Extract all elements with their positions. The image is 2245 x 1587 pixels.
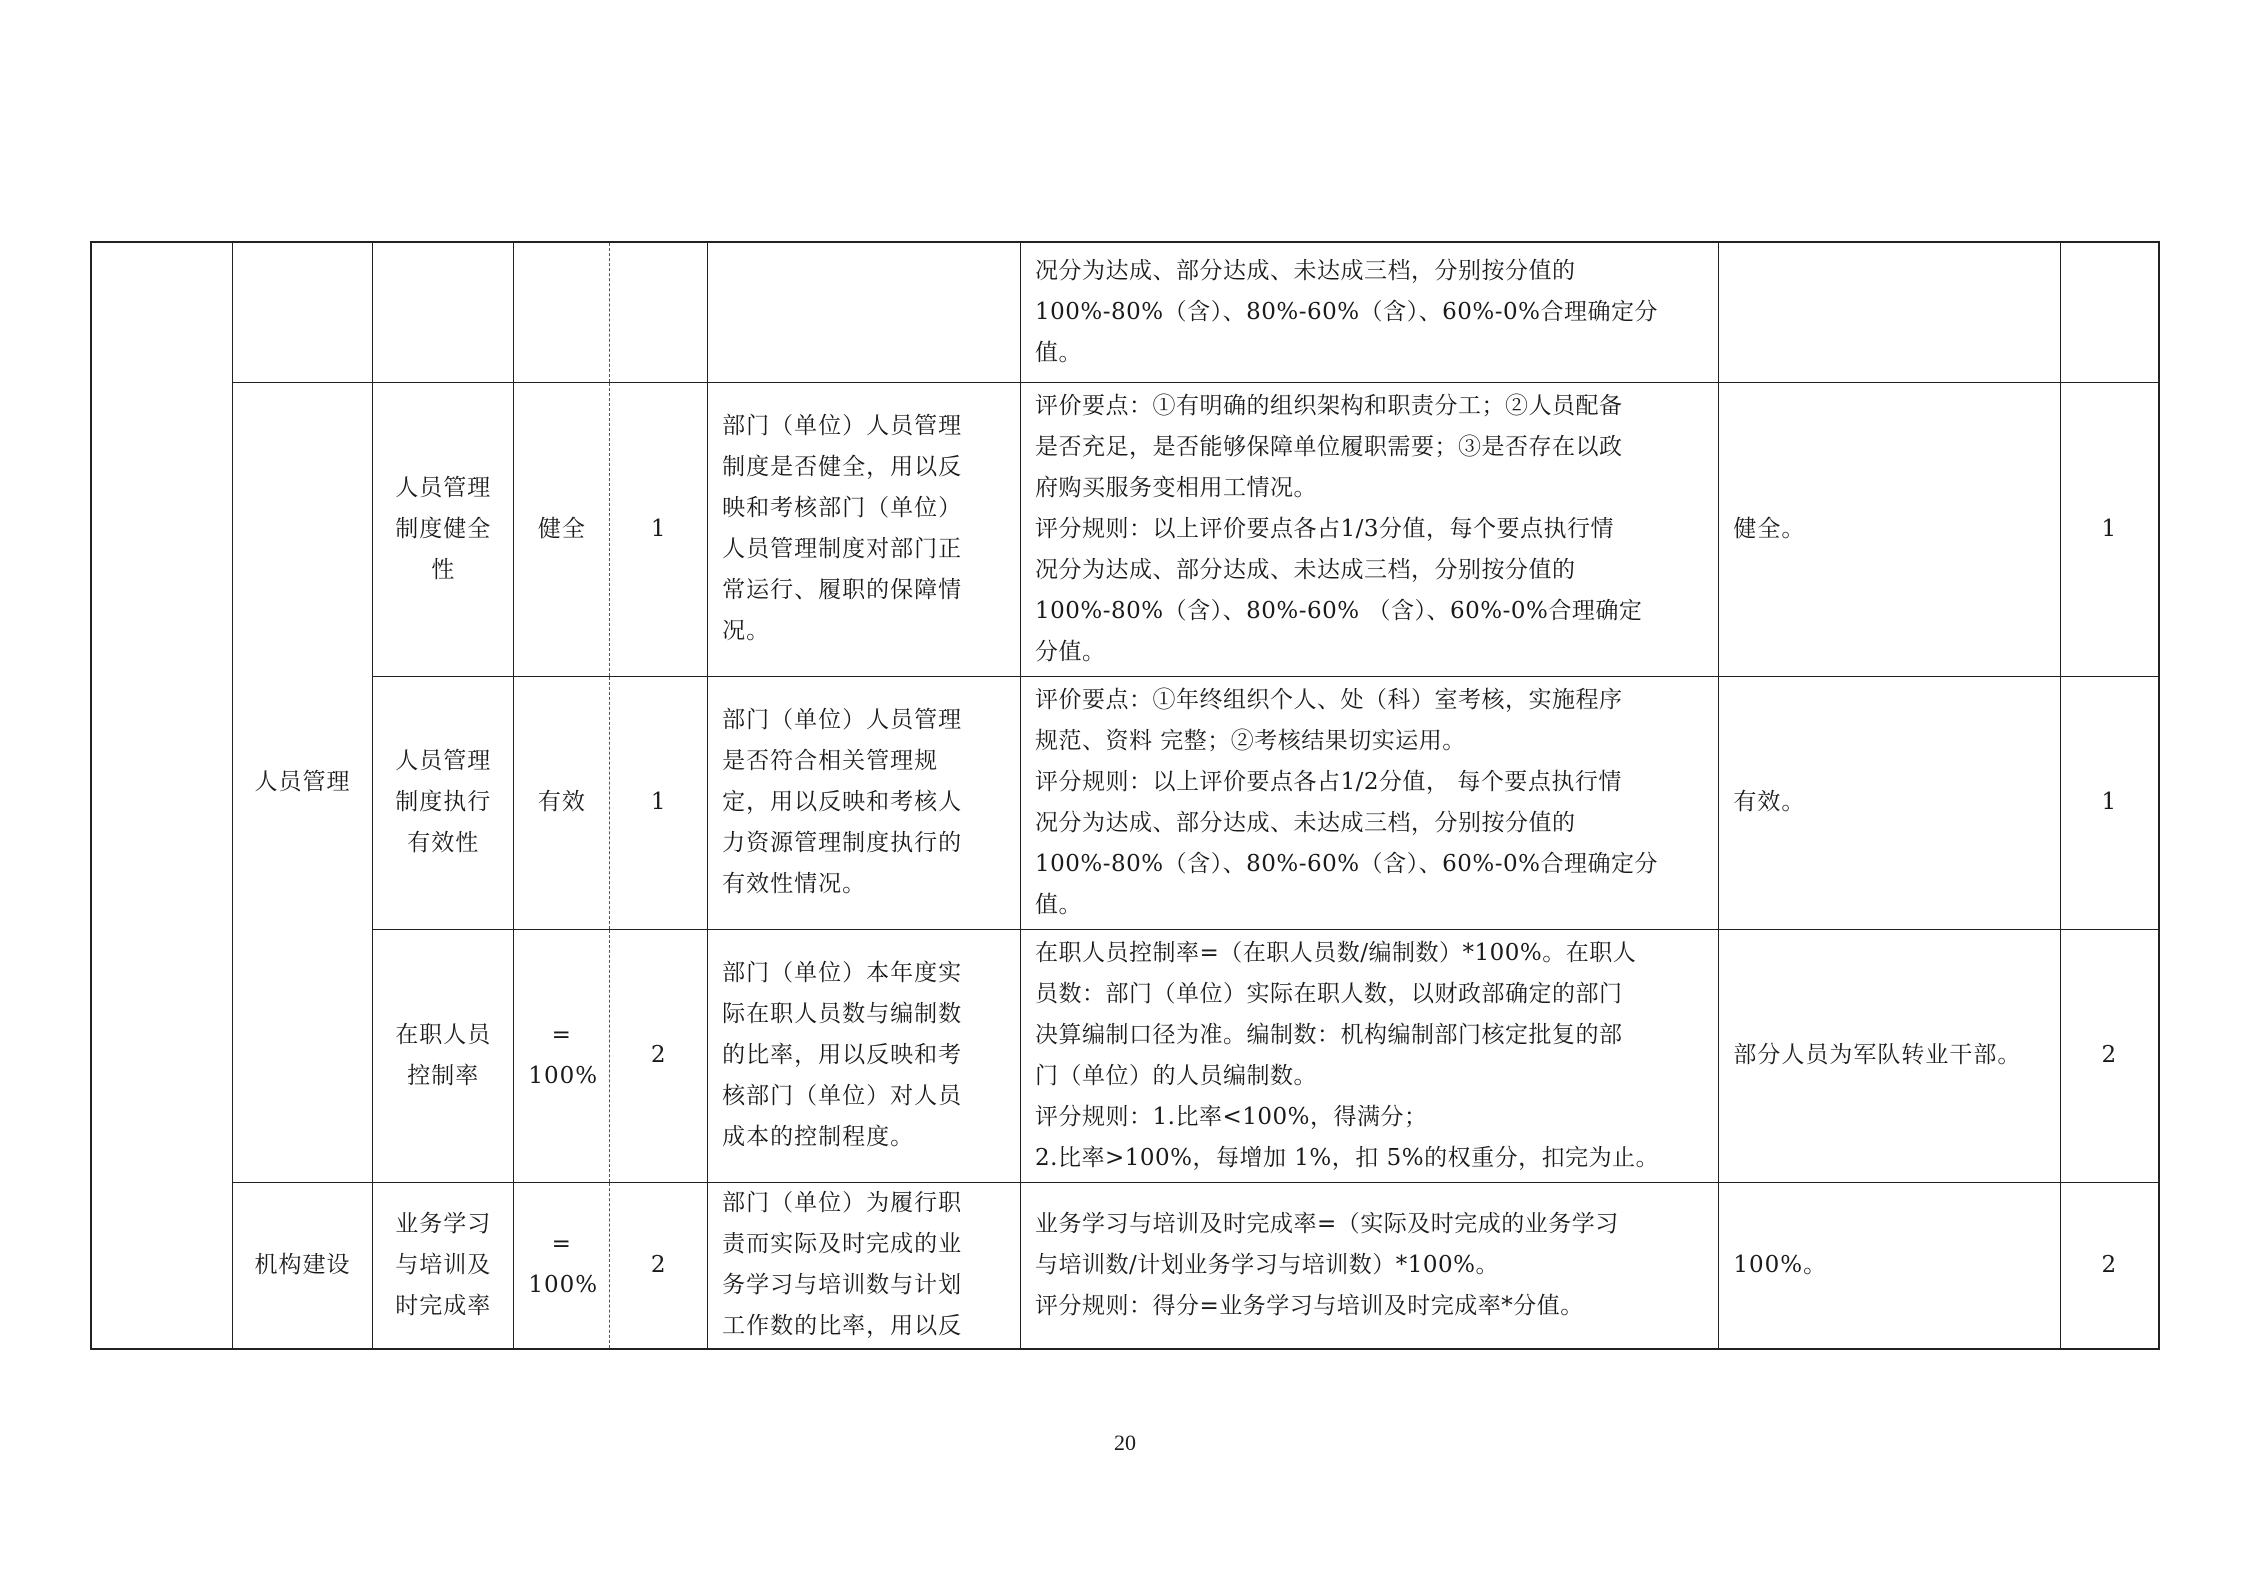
category-cell	[232, 382, 372, 1182]
score-text: 2	[2101, 1251, 2118, 1278]
table-row	[91, 382, 2159, 676]
evaluation-cell	[1719, 242, 2060, 382]
evaluation-table	[90, 241, 2160, 1350]
indicator-cell	[373, 676, 514, 929]
indicator-cell	[373, 382, 514, 676]
weight-text: 2	[650, 1042, 667, 1068]
indicator-cell	[373, 1182, 514, 1349]
evaluation-cell	[1719, 1182, 2060, 1349]
score-text: 1	[2101, 789, 2118, 815]
target-cell	[514, 242, 610, 382]
explanation-text: 部门（单位）人员管理 是否符合相关管理规 定，用以反映和考核人 力资源管理制度执行的 有效性情况。	[722, 707, 963, 897]
criteria-cell	[1021, 382, 1719, 676]
evaluation-cell	[1719, 382, 2060, 676]
target-text: = 100%	[528, 1021, 599, 1089]
target-text: = 100%	[528, 1231, 599, 1299]
score-cell	[2060, 1182, 2159, 1349]
score-cell	[2060, 382, 2159, 676]
criteria-text: 评价要点：①年终组织个人、处（科）室考核，实施程序 规范、资料 完整；②考核结果切实运用。 评分规则：以上评价要点各占1/2分值， 每个要点执行情 况分为达成、部分达成、未达成三档，分别按分值的 100%-80%（含）、80%-60%（含）、60%-0%合理确定分 值。	[1035, 686, 1659, 918]
table-row	[91, 1182, 2159, 1349]
criteria-text: 评价要点：①有明确的组织架构和职责分工；②人员配备 是否充足，是否能够保障单位履职需要；③是否存在以政 府购买服务变相用工情况。 评分规则：以上评价要点各占1/3分值，每个要点执行情 况分为达成、部分达成、未达成三档，分别按分值的 100%-80%（含）、80%-60% （含）、60%-0%合理确定 分值。	[1035, 392, 1643, 665]
weight-cell	[610, 676, 708, 929]
outer-category-cell	[91, 242, 232, 1349]
target-cell	[514, 929, 610, 1182]
weight-text: 1	[650, 789, 667, 815]
category-label: 人员管理	[254, 768, 351, 795]
explanation-text: 部门（单位）人员管理 制度是否健全，用以反 映和考核部门（单位） 人员管理制度对部门正 常运行、履职的保障情 况。	[722, 413, 963, 644]
score-text: 2	[2101, 1042, 2118, 1068]
indicator-text: 业务学习 与培训及 时完成率	[395, 1210, 492, 1319]
criteria-text: 在职人员控制率=（在职人员数/编制数）*100%。在职人 员数：部门（单位）实际在职人数，以财政部确定的部门 决算编制口径为准。编制数：机构编制部门核定批复的部 门（单位）的人员编制数。 评分规则：1.比率<100%，得满分； 2.比率>100%，每增加 1%，扣 5%的权重分，扣完为止。	[1035, 939, 1660, 1171]
indicator-text: 人员管理 制度执行 有效性	[395, 748, 492, 856]
explanation-cell	[708, 1182, 1021, 1349]
explanation-text: 部门（单位）为履行职 责而实际及时完成的业 务学习与培训数与计划 工作数的比率，用以反	[722, 1190, 963, 1340]
weight-cell	[610, 382, 708, 676]
explanation-cell	[708, 382, 1021, 676]
criteria-cell	[1021, 929, 1719, 1182]
criteria-text: 况分为达成、部分达成、未达成三档，分别按分值的 100%-80%（含）、80%-60%（含）、60%-0%合理确定分 值。	[1035, 257, 1659, 366]
evaluation-cell	[1719, 929, 2060, 1182]
explanation-cell	[708, 676, 1021, 929]
score-text: 1	[2101, 515, 2118, 542]
table-row	[91, 242, 2159, 382]
table-row	[91, 676, 2159, 929]
category-cell	[232, 242, 372, 382]
evaluation-text: 健全。	[1733, 515, 1806, 542]
weight-cell	[610, 929, 708, 1182]
target-text: 有效	[537, 789, 586, 815]
evaluation-text: 100%。	[1733, 1251, 1828, 1278]
category-cell	[232, 1182, 372, 1349]
score-cell	[2060, 929, 2159, 1182]
indicator-text: 在职人员 控制率	[395, 1021, 492, 1089]
target-text: 健全	[537, 515, 586, 542]
target-cell	[514, 382, 610, 676]
evaluation-cell	[1719, 676, 2060, 929]
score-cell	[2060, 242, 2159, 382]
indicator-text: 人员管理 制度健全 性	[395, 474, 492, 583]
evaluation-text: 部分人员为军队转业干部。	[1733, 1042, 2022, 1068]
table-row	[91, 929, 2159, 1182]
target-cell	[514, 676, 610, 929]
criteria-text: 业务学习与培训及时完成率=（实际及时完成的业务学习 与培训数/计划业务学习与培训数）*100%。 评分规则：得分=业务学习与培训及时完成率*分值。	[1035, 1210, 1619, 1319]
page-number: 20	[1114, 1430, 1136, 1455]
criteria-cell	[1021, 1182, 1719, 1349]
score-cell	[2060, 676, 2159, 929]
explanation-cell	[708, 242, 1021, 382]
explanation-cell	[708, 929, 1021, 1182]
criteria-cell	[1021, 242, 1719, 382]
evaluation-text: 有效。	[1733, 789, 1806, 815]
indicator-cell	[373, 929, 514, 1182]
criteria-cell	[1021, 676, 1719, 929]
category-label: 机构建设	[254, 1251, 351, 1278]
weight-cell	[610, 242, 708, 382]
weight-cell	[610, 1182, 708, 1349]
target-cell	[514, 1182, 610, 1349]
weight-text: 1	[650, 515, 667, 542]
explanation-text: 部门（单位）本年度实 际在职人员数与编制数 的比率，用以反映和考 核部门（单位）对人员 成本的控制程度。	[722, 960, 963, 1150]
weight-text: 2	[650, 1251, 667, 1278]
indicator-cell	[373, 242, 514, 382]
